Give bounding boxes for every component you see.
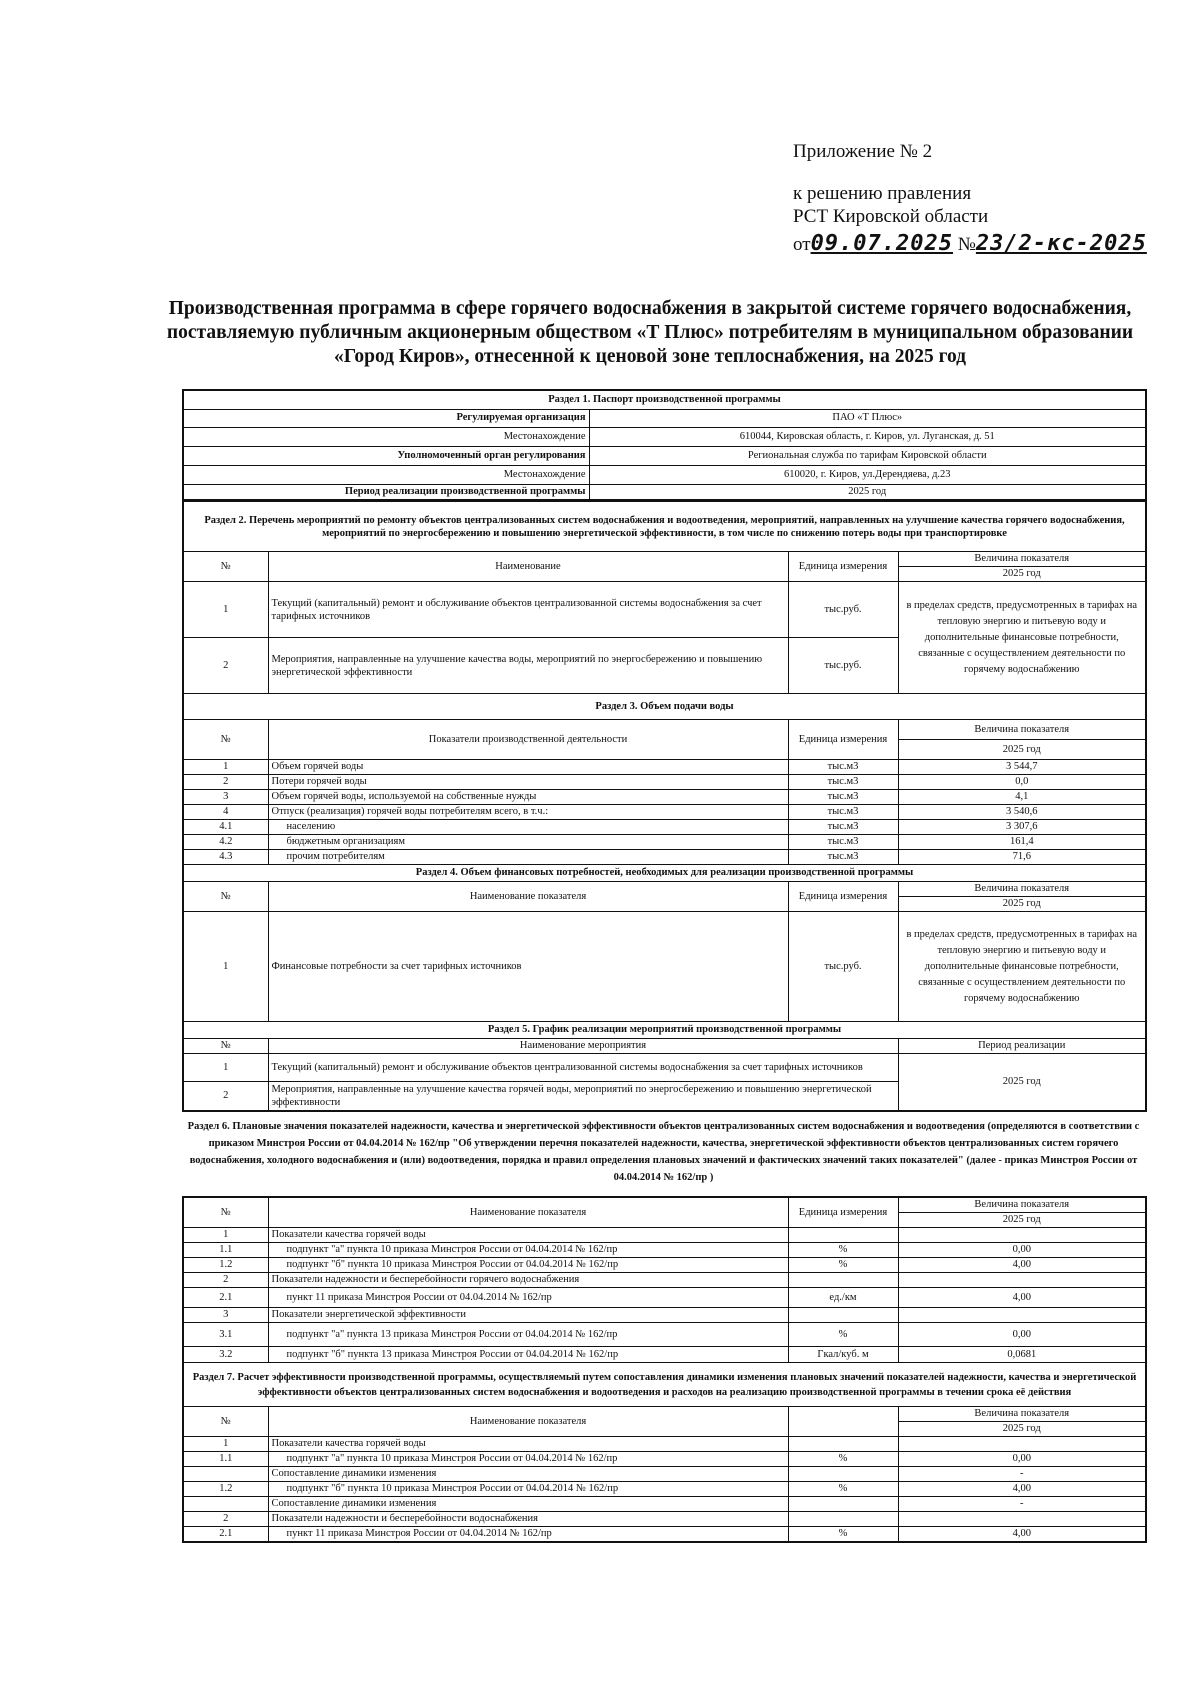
s6-row-unit [788,1228,898,1243]
s6-row-value [898,1228,1146,1243]
s3-row-name: прочим потребителям [268,850,788,865]
s7-row-name: подпункт "а" пункта 10 приказа Минстроя России от 04.04.2014 № 162/пр [268,1452,788,1467]
s7-row-value: - [898,1497,1146,1512]
date-number-line [793,232,1147,256]
s3-row-name: Объем горячей воды, используемой на собственные нужды [268,790,788,805]
s2-row-name: Текущий (капитальный) ремонт и обслуживание объектов централизованной системы водоснабжения за счет тарифных источников [268,582,788,638]
s6-row-unit: ед./км [788,1288,898,1308]
s5-row-name: Текущий (капитальный) ремонт и обслуживание объектов централизованной системы водоснабжения за счет тарифных источников [268,1054,898,1082]
s7-row-name: Сопоставление динамики изменения [268,1467,788,1482]
s3-row-unit: тыс.м3 [788,790,898,805]
sections-2-5-table [182,501,1147,1112]
s3-row-name: Отпуск (реализация) горячей воды потребителям всего, в т.ч.: [268,805,788,820]
s7-row-no: 2 [183,1512,268,1527]
s2-row-no: 1 [183,582,268,638]
s3-row-no: 2 [183,775,268,790]
s3-col-year: 2025 год [898,740,1146,760]
s3-col-name: Показатели производственной деятельности [268,720,788,760]
program-tables [182,389,1145,1543]
table-row [183,805,1146,820]
s7-row-value: 4,00 [898,1527,1146,1543]
s6-row-value: 0,00 [898,1243,1146,1258]
s6-row-name: Показатели надежности и бесперебойности горячего водоснабжения [268,1273,788,1288]
table-row [183,1347,1146,1363]
s6-row-name: Показатели энергетической эффективности [268,1308,788,1323]
s6-row-no: 3.1 [183,1323,268,1347]
s4-col-unit: Единица измерения [788,882,898,912]
s2-row-name: Мероприятия, направленные на улучшение качества воды, мероприятий по энергосбережению и повышению энергетической эффективности [268,638,788,694]
table-row [183,760,1146,775]
s7-row-no: 1 [183,1437,268,1452]
period-label: Период реализации производственной программы [183,484,589,500]
s3-row-name: Потери горячей воды [268,775,788,790]
s7-col-year: 2025 год [898,1422,1146,1437]
s7-row-name: Сопоставление динамики изменения [268,1497,788,1512]
s7-row-no: 1.2 [183,1482,268,1497]
s4-value-note: в пределах средств, предусмотренных в тарифах на тепловую энергию и питьевую воду и дополнительные финансовые потребности, связанные с осуществлением деятельности по горячему водоснабжению [898,912,1146,1022]
regulator-value: Региональная служба по тарифам Кировской области [589,446,1146,465]
s3-row-no: 1 [183,760,268,775]
s5-col-name: Наименование мероприятия [268,1039,898,1054]
s3-col-value: Величина показателя [898,720,1146,740]
s7-row-name: подпункт "б" пункта 10 приказа Минстроя России от 04.04.2014 № 162/пр [268,1482,788,1497]
table-row [183,1258,1146,1273]
s7-row-value: - [898,1467,1146,1482]
s5-col-period: Период реализации [898,1039,1146,1054]
s6-row-unit: % [788,1323,898,1347]
s3-row-value: 3 307,6 [898,820,1146,835]
regulated-org-value: ПАО «Т Плюс» [589,409,1146,427]
s4-row-name: Финансовые потребности за счет тарифных источников [268,912,788,1022]
table-row [183,1308,1146,1323]
s6-row-no: 3.2 [183,1347,268,1363]
s5-row-name: Мероприятия, направленные на улучшение качества горячей воды, мероприятий по энергосбережению и повышению энергетической эффективности [268,1082,898,1112]
appendix-number: Приложение № 2 [793,141,933,162]
section-4-title: Раздел 4. Объем финансовых потребностей, необходимых для реализации производственной программы [183,865,1146,882]
table-row [183,1527,1146,1543]
table-row [183,790,1146,805]
s4-col-no: № [183,882,268,912]
s4-col-year: 2025 год [898,897,1146,912]
decision-line: к решению правления [793,183,972,204]
s6-row-value: 4,00 [898,1288,1146,1308]
s2-row-unit: тыс.руб. [788,582,898,638]
table-row [183,1452,1146,1467]
s4-row-unit: тыс.руб. [788,912,898,1022]
s3-row-name: бюджетным организациям [268,835,788,850]
table-row [183,912,1146,1022]
s2-col-unit: Единица измерения [788,552,898,582]
regulator-location-label: Местонахождение [183,465,589,484]
table-row [183,1497,1146,1512]
s3-col-unit: Единица измерения [788,720,898,760]
s3-row-name: населению [268,820,788,835]
s6-row-name: подпункт "а" пункта 13 приказа Минстроя России от 04.04.2014 № 162/пр [268,1323,788,1347]
s6-row-value: 4,00 [898,1258,1146,1273]
section-7-title: Раздел 7. Расчет эффективности производственной программы, осуществляемый путем сопоставления динамики изменения плановых значений показателей надежности, качества и энергетической эффективности объектов централизованных систем водоснабжения и водоотведения и расходов на реализацию производственной программы в течении срока её действия [183,1363,1146,1407]
s6-col-value: Величина показателя [898,1197,1146,1213]
section-2-title: Раздел 2. Перечень мероприятий по ремонту объектов централизованных систем водоснабжения и водоотведения, мероприятий, направленных на улучшение качества горячего водоснабжения, мероприятий по энергосбережению и повышению энергетической эффективности, в том числе по снижению потерь воды при транспортировке [183,502,1146,552]
regulated-org-label: Регулируемая организация [183,409,589,427]
s6-row-name: Показатели качества горячей воды [268,1228,788,1243]
s6-col-year: 2025 год [898,1213,1146,1228]
s6-row-name: пункт 11 приказа Минстроя России от 04.04.2014 № 162/пр [268,1288,788,1308]
s7-row-name: пункт 11 приказа Минстроя России от 04.04.2014 № 162/пр [268,1527,788,1543]
s7-row-unit: % [788,1527,898,1543]
s7-col-value: Величина показателя [898,1407,1146,1422]
table-row [183,775,1146,790]
period-value: 2025 год [589,484,1146,500]
s7-row-name: Показатели качества горячей воды [268,1437,788,1452]
s7-row-unit [788,1497,898,1512]
number-prefix: № [957,234,976,255]
s5-period: 2025 год [898,1054,1146,1112]
s3-row-value: 4,1 [898,790,1146,805]
section-6-title: Раздел 6. Плановые значения показателей надежности, качества и энергетической эффективности объектов централизованных систем водоснабжения и водоотведения (определяются в соответствии с приказом Минстроя России от 04.04.2014 № 162/пр "Об утверждении перечня показателей надежности, качества, энергетической эффективности объектов централизованных систем горячего водоснабжения, холодного водоснабжения и (или) водоотведения, порядка и правил определения плановых значений и фактических значений таких показателей" (далее - приказ Минстроя России от 04.04.2014 № 162/пр ) [187,1121,1140,1183]
s7-row-value [898,1437,1146,1452]
s6-row-unit [788,1273,898,1288]
s7-col-name: Наименование показателя [268,1407,788,1437]
s2-value-note: в пределах средств, предусмотренных в тарифах на тепловую энергию и питьевую воду и дополнительные финансовые потребности, связанные с осуществлением деятельности по горячему водоснабжению [898,582,1146,694]
s7-row-value: 4,00 [898,1482,1146,1497]
table-row [183,820,1146,835]
s4-row-no: 1 [183,912,268,1022]
s6-row-no: 2.1 [183,1288,268,1308]
s6-row-unit: % [788,1258,898,1273]
s3-row-unit: тыс.м3 [788,820,898,835]
s4-col-name: Наименование показателя [268,882,788,912]
appendix-header [793,140,1147,256]
s3-row-name: Объем горячей воды [268,760,788,775]
s7-row-unit [788,1437,898,1452]
s3-row-no: 4.2 [183,835,268,850]
table-row [183,1467,1146,1482]
authority-line: РСТ Кировской области [793,206,989,227]
s6-col-name: Наименование показателя [268,1197,788,1228]
s6-row-no: 1.2 [183,1258,268,1273]
s3-row-no: 4 [183,805,268,820]
table-row [183,1273,1146,1288]
s6-row-no: 3 [183,1308,268,1323]
s7-row-unit [788,1467,898,1482]
s6-row-unit: Гкал/куб. м [788,1347,898,1363]
table-row [183,1288,1146,1308]
s7-row-unit: % [788,1452,898,1467]
s7-col-no: № [183,1407,268,1437]
s7-row-value [898,1512,1146,1527]
table-row [183,1243,1146,1258]
s3-row-unit: тыс.м3 [788,805,898,820]
s2-col-year: 2025 год [898,567,1146,582]
s7-row-name: Показатели надежности и бесперебойности водоснабжения [268,1512,788,1527]
table-row [183,1482,1146,1497]
s5-col-no: № [183,1039,268,1054]
handwritten-date: 09.07.2025 [810,231,954,256]
s6-row-no: 1.1 [183,1243,268,1258]
s3-row-value: 0,0 [898,775,1146,790]
s7-row-no [183,1467,268,1482]
table-row [183,1054,1146,1082]
s6-row-value: 0,00 [898,1323,1146,1347]
regulator-label: Уполномоченный орган регулирования [183,446,589,465]
s3-col-no: № [183,720,268,760]
s7-row-no: 1.1 [183,1452,268,1467]
s7-row-no: 2.1 [183,1527,268,1543]
s3-row-no: 3 [183,790,268,805]
s2-row-unit: тыс.руб. [788,638,898,694]
table-row [183,1512,1146,1527]
regulator-location-value: 610020, г. Киров, ул.Дерендяева, д.23 [589,465,1146,484]
s7-row-unit [788,1512,898,1527]
s2-row-no: 2 [183,638,268,694]
s3-row-no: 4.1 [183,820,268,835]
s3-row-value: 3 540,6 [898,805,1146,820]
s7-row-unit: % [788,1482,898,1497]
s6-row-no: 2 [183,1273,268,1288]
s3-row-unit: тыс.м3 [788,775,898,790]
s6-row-no: 1 [183,1228,268,1243]
s3-row-value: 71,6 [898,850,1146,865]
date-prefix: от [793,234,811,255]
section-5-title: Раздел 5. График реализации мероприятий производственной программы [183,1022,1146,1039]
s6-row-name: подпункт "б" пункта 13 приказа Минстроя России от 04.04.2014 № 162/пр [268,1347,788,1363]
s7-row-value: 0,00 [898,1452,1146,1467]
section-3-title: Раздел 3. Объем подачи воды [183,694,1146,720]
org-location-label: Местонахождение [183,427,589,446]
s6-row-value [898,1308,1146,1323]
handwritten-number: 23/2-кс-2025 [975,231,1147,256]
s7-row-no [183,1497,268,1512]
org-location-value: 610044, Кировская область, г. Киров, ул. Луганская, д. 51 [589,427,1146,446]
table-row [183,850,1146,865]
s3-row-value: 3 544,7 [898,760,1146,775]
s3-row-value: 161,4 [898,835,1146,850]
s2-col-value: Величина показателя [898,552,1146,567]
s5-row-no: 1 [183,1054,268,1082]
section-6-table [182,1196,1147,1543]
s6-row-value: 0,0681 [898,1347,1146,1363]
s7-col-unit-empty [788,1407,898,1437]
s6-row-unit [788,1308,898,1323]
table-row [183,1437,1146,1452]
s2-col-name: Наименование [268,552,788,582]
s6-row-name: подпункт "а" пункта 10 приказа Минстроя России от 04.04.2014 № 162/пр [268,1243,788,1258]
s3-row-unit: тыс.м3 [788,835,898,850]
s3-row-unit: тыс.м3 [788,850,898,865]
s2-col-no: № [183,552,268,582]
section-1-passport-table [182,389,1147,501]
table-row [183,1323,1146,1347]
s4-col-value: Величина показателя [898,882,1146,897]
s6-col-unit: Единица измерения [788,1197,898,1228]
table-row [183,1228,1146,1243]
document-title: Производственная программа в сфере горячего водоснабжения в закрытой системе горячего водоснабжения, поставляемую публичным акционерным обществом «Т Плюс» потребителям в муниципальном образовании «Город Киров», отнесенной к ценовой зоне теплоснабжения, на 2025 год [166,298,1134,367]
s6-row-value [898,1273,1146,1288]
s5-row-no: 2 [183,1082,268,1112]
table-row [183,582,1146,638]
s6-col-no: № [183,1197,268,1228]
s3-row-no: 4.3 [183,850,268,865]
s6-row-name: подпункт "б" пункта 10 приказа Минстроя России от 04.04.2014 № 162/пр [268,1258,788,1273]
table-row [183,835,1146,850]
section-1-title: Раздел 1. Паспорт производственной программы [183,390,1146,409]
s6-row-unit: % [788,1243,898,1258]
s3-row-unit: тыс.м3 [788,760,898,775]
